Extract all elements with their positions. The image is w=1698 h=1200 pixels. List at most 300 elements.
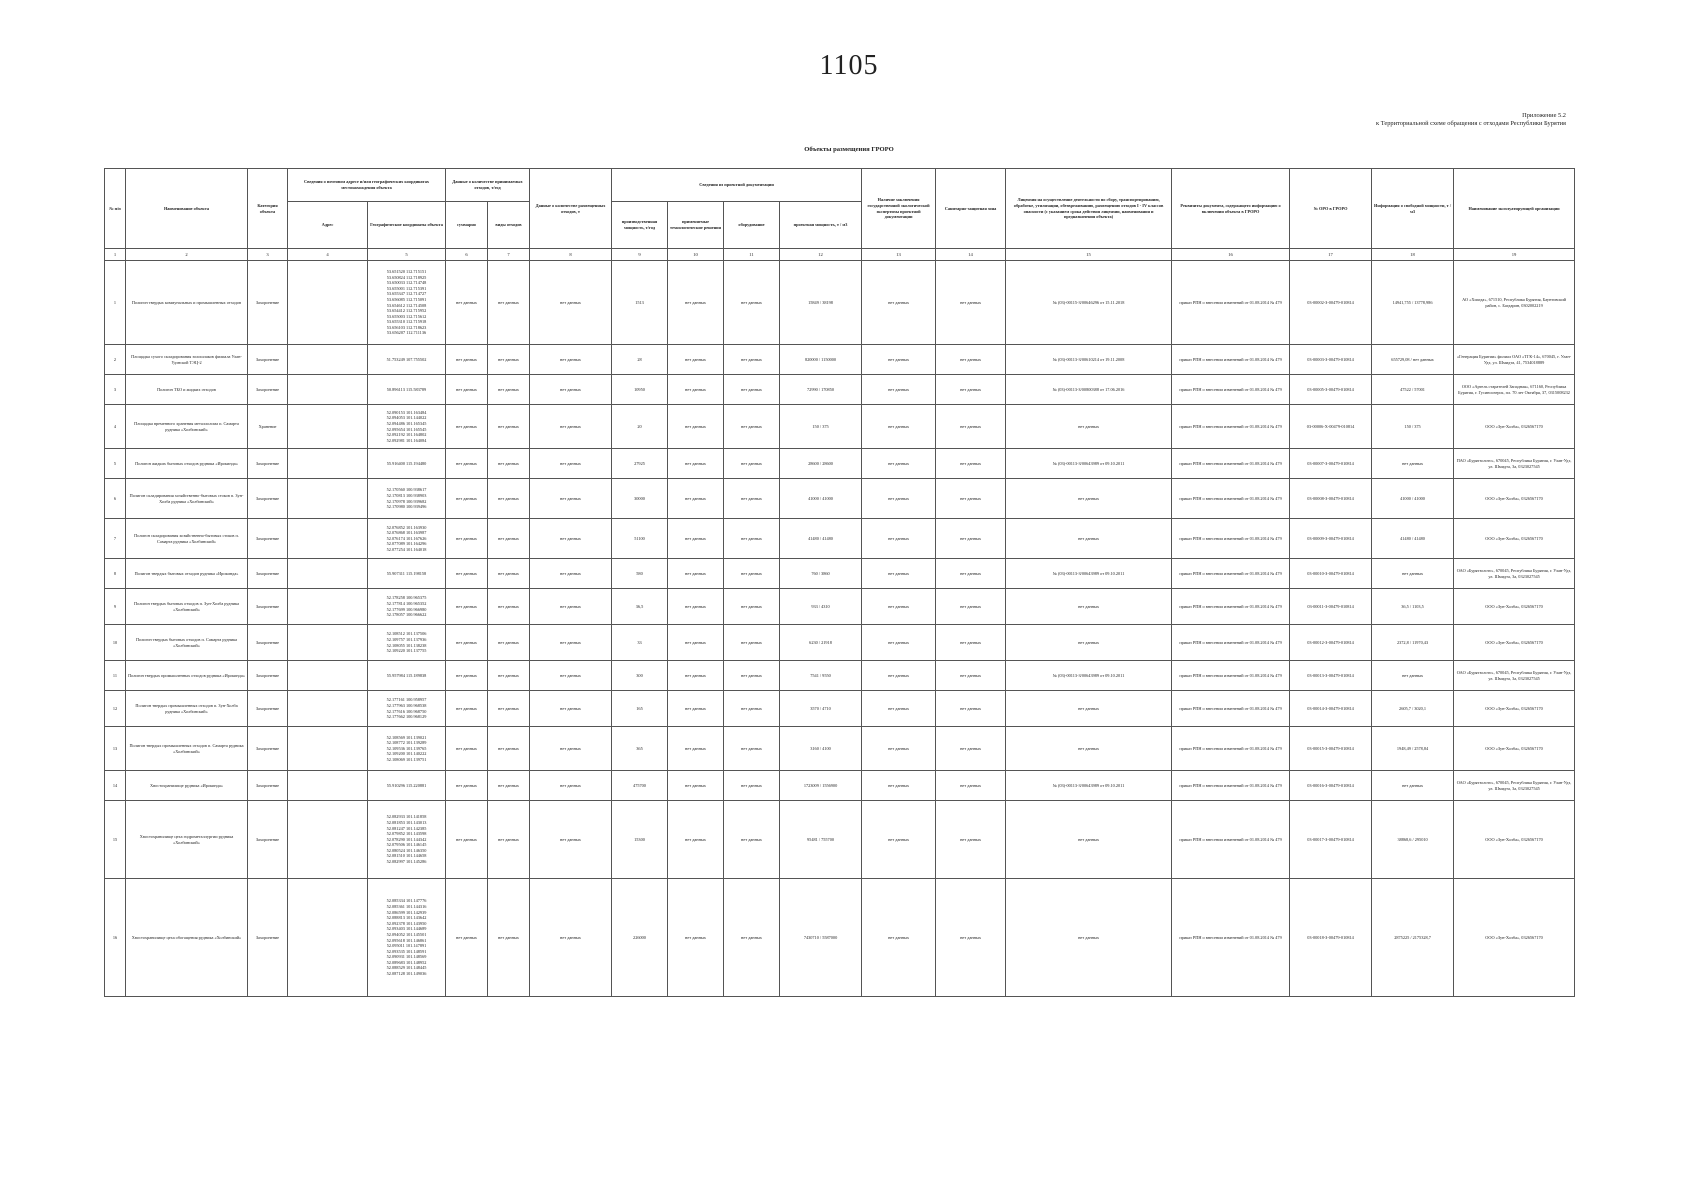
expertise-conclusion: нет данных (862, 261, 936, 345)
object-category: Захоронение (248, 879, 288, 997)
header-location-group: Сведения о почтовом адресе и/или географических координатах местонахождения объекта (288, 169, 446, 202)
object-category: Захоронение (248, 661, 288, 691)
header-project-capacity: проектная мощность, т / м3 (780, 202, 862, 249)
operator-name: ПАО «Бурятзолото», 670045, Республика Бурятия, г. Улан-Удэ, ул. Шмидта, 3а, 0323027545 (1454, 449, 1575, 479)
column-number-row (105, 249, 1575, 261)
sanitary-zone: нет данных (936, 519, 1006, 559)
object-category: Захоронение (248, 519, 288, 559)
header-equipment: оборудование (724, 202, 780, 249)
groro-number: 03-00007-З-00479-010814 (1290, 449, 1372, 479)
object-address (288, 625, 368, 661)
groro-number: 03-00010-З-00479-010814 (1290, 559, 1372, 589)
geo-coordinates: 52.082933 101.141858 52.081853 101.143013 52.081247 101.142385 52.079852 101.143598 52.078290 101.144342 52.079506 101.146145 52.080524 101.146350 52.081510 101.144658 52.082997 101.145286 (368, 801, 446, 879)
geo-coordinates: 53.651520 112.715151 53.650824 112.718925 53.650033 112.714748 53.655001 112.715391 53.655347 112.714727 53.656085 112.715091 53.654612 112.714508 53.654412 112.715952 53.655003 112.715612 53.655310 112.715918 53.656103 112.718623 53.656207 112.711136 (368, 261, 446, 345)
tech-solutions: нет данных (668, 589, 724, 625)
object-name: Полигон твердых промышленных отходов п. Самарта рудника «Холбинский» (126, 727, 248, 771)
object-address (288, 589, 368, 625)
free-capacity: 36,5 / 1103,5 (1372, 589, 1454, 625)
accepted-total: нет данных (446, 449, 488, 479)
object-category: Захоронение (248, 801, 288, 879)
operator-name: ОАО «Бурятзолото», 670045, Республика Бурятия, г. Улан-Удэ, ул. Шмидта, 3а, 0323027545 (1454, 661, 1575, 691)
free-capacity: 655729,08 / нет данных (1372, 345, 1454, 375)
equipment: нет данных (724, 691, 780, 727)
production-capacity: 15300 (612, 801, 668, 879)
equipment: нет данных (724, 589, 780, 625)
production-capacity: 475700 (612, 771, 668, 801)
groro-basis-doc: приказ РПН о внесении изменений от 01.08.2014 № 479 (1172, 559, 1290, 589)
expertise-conclusion: нет данных (862, 479, 936, 519)
sanitary-zone: нет данных (936, 691, 1006, 727)
free-capacity: нет данных (1372, 559, 1454, 589)
groro-number: 03-00005-З-00479-010814 (1290, 375, 1372, 405)
appendix-line-2: к Территориальной схеме обращения с отходами Республики Бурятия (1376, 120, 1566, 127)
sanitary-zone: нет данных (936, 589, 1006, 625)
column-number: 9 (612, 249, 668, 261)
groro-basis-doc: приказ РПН о внесении изменений от 01.08.2014 № 479 (1172, 375, 1290, 405)
project-capacity: 15849 / 38198 (780, 261, 862, 345)
row-number: 9 (105, 589, 126, 625)
object-name: Площадка сухого складирования золошлаков филиала Улан-Удэнской ТЭЦ-2 (126, 345, 248, 375)
placed-amount: нет данных (530, 661, 612, 691)
equipment: нет данных (724, 625, 780, 661)
accepted-by-type: нет данных (488, 771, 530, 801)
free-capacity: нет данных (1372, 449, 1454, 479)
groro-number: 03-00015-З-00479-010814 (1290, 727, 1372, 771)
free-capacity: 38868,6 / 295010 (1372, 801, 1454, 879)
placed-amount: нет данных (530, 375, 612, 405)
accepted-by-type: нет данных (488, 559, 530, 589)
object-address (288, 405, 368, 449)
license-info: № (03)-00113-З/00643989 от 09.10.2011 (1006, 449, 1172, 479)
accepted-by-type: нет данных (488, 375, 530, 405)
accepted-by-type: нет данных (488, 345, 530, 375)
accepted-total: нет данных (446, 771, 488, 801)
sanitary-zone: нет данных (936, 261, 1006, 345)
header-basis: Реквизиты документа, содержащего информацию о включении объекта в ГРОРО (1172, 169, 1290, 249)
header-name: Наименование объекта (126, 169, 248, 249)
production-capacity: 1513 (612, 261, 668, 345)
object-name: Полигон твердых промышленных отходов рудника «Ирокинда» (126, 661, 248, 691)
expertise-conclusion: нет данных (862, 625, 936, 661)
tech-solutions: нет данных (668, 559, 724, 589)
accepted-by-type: нет данных (488, 479, 530, 519)
production-capacity: 36,5 (612, 589, 668, 625)
operator-name: ОАО «Бурятзолото», 670045, Республика Бурятия, г. Улан-Удэ, ул. Шмидта, 3а, 0323027545 (1454, 771, 1575, 801)
sanitary-zone: нет данных (936, 375, 1006, 405)
license-info: нет данных (1006, 691, 1172, 727)
groro-basis-doc: приказ РПН о внесении изменений от 01.08.2014 № 479 (1172, 345, 1290, 375)
equipment: нет данных (724, 449, 780, 479)
geo-coordinates: 55.910296 115.220881 (368, 771, 446, 801)
groro-basis-doc: приказ РПН о внесении изменений от 01.08.2014 № 479 (1172, 479, 1290, 519)
equipment: нет данных (724, 661, 780, 691)
column-number: 3 (248, 249, 288, 261)
object-category: Хранение (248, 405, 288, 449)
groro-basis-doc: приказ РПН о внесении изменений от 01.08.2014 № 479 (1172, 589, 1290, 625)
operator-name: ОАО «Бурятзолото», 670045, Республика Бурятия, г. Улан-Удэ, ул. Шмидта, 3а, 0323027545 (1454, 559, 1575, 589)
table-row (105, 559, 1575, 589)
placed-amount: нет данных (530, 801, 612, 879)
object-address (288, 519, 368, 559)
operator-name: ООО «Зун-Холба», 0326567170 (1454, 589, 1575, 625)
table-body (105, 249, 1575, 997)
row-number: 14 (105, 771, 126, 801)
object-category: Захоронение (248, 771, 288, 801)
object-category: Захоронение (248, 727, 288, 771)
operator-name: «Генерация Бурятии» филиал ОАО «ТГК-14», 670045, г. Улан-Удэ, ул. Шмидта, 41, 7534018889 (1454, 345, 1575, 375)
object-name: Полигон твердых бытовых отходов п. Зун-Холба рудника «Холбинский» (126, 589, 248, 625)
license-info: нет данных (1006, 405, 1172, 449)
header-free-capacity: Информация о свободной мощности, т / м3 (1372, 169, 1454, 249)
placed-amount: нет данных (530, 727, 612, 771)
object-name: Полигон ТБО и жидких отходов (126, 375, 248, 405)
tech-solutions: нет данных (668, 661, 724, 691)
expertise-conclusion: нет данных (862, 589, 936, 625)
project-capacity: 1723009 / 1556900 (780, 771, 862, 801)
row-number: 13 (105, 727, 126, 771)
placed-amount: нет данных (530, 345, 612, 375)
object-name: Хвостохранилище цеха гидрометаллургии рудника «Холбинский» (126, 801, 248, 879)
table-row (105, 771, 1575, 801)
row-number: 11 (105, 661, 126, 691)
object-address (288, 879, 368, 997)
production-capacity: 28 (612, 345, 668, 375)
groro-basis-doc: приказ РПН о внесении изменений от 01.08.2014 № 479 (1172, 691, 1290, 727)
project-capacity: 72990 / 170850 (780, 375, 862, 405)
free-capacity: 2875225 / 2175328,7 (1372, 879, 1454, 997)
project-capacity: 933 / 4310 (780, 589, 862, 625)
column-number: 10 (668, 249, 724, 261)
table-row (105, 625, 1575, 661)
equipment: нет данных (724, 771, 780, 801)
license-info: нет данных (1006, 519, 1172, 559)
sanitary-zone: нет данных (936, 405, 1006, 449)
groro-basis-doc: приказ РПН о внесении изменений от 01.08.2014 № 479 (1172, 261, 1290, 345)
object-category: Захоронение (248, 691, 288, 727)
groro-number: 03-00016-З-00479-010814 (1290, 771, 1372, 801)
object-category: Захоронение (248, 589, 288, 625)
groro-basis-doc: приказ РПН о внесении изменений от 01.08.2014 № 479 (1172, 519, 1290, 559)
accepted-total: нет данных (446, 625, 488, 661)
tech-solutions: нет данных (668, 727, 724, 771)
placed-amount: нет данных (530, 691, 612, 727)
table-row (105, 449, 1575, 479)
tech-solutions: нет данных (668, 519, 724, 559)
table-row (105, 405, 1575, 449)
expertise-conclusion: нет данных (862, 691, 936, 727)
license-info: нет данных (1006, 625, 1172, 661)
expertise-conclusion: нет данных (862, 375, 936, 405)
header-num: № п/п (105, 169, 126, 249)
free-capacity: 2605,7 / 3020,1 (1372, 691, 1454, 727)
header-by-type: виды отходов (488, 202, 530, 249)
license-info: № (03)-00115-З/00646296 от 15.11.2018 (1006, 261, 1172, 345)
groro-number: 03-00011-З-00479-010814 (1290, 589, 1372, 625)
operator-name: ООО «Зун-Холба», 0326567170 (1454, 801, 1575, 879)
placed-amount: нет данных (530, 479, 612, 519)
accepted-by-type: нет данных (488, 519, 530, 559)
sanitary-zone: нет данных (936, 661, 1006, 691)
equipment: нет данных (724, 375, 780, 405)
geo-coordinates: 52.178258 100.965375 52.177814 100.965352 52.177699 100.966980 52.178057 100.966622 (368, 589, 446, 625)
placed-amount: нет данных (530, 771, 612, 801)
sanitary-zone: нет данных (936, 449, 1006, 479)
column-number: 2 (126, 249, 248, 261)
table-row (105, 261, 1575, 345)
appendix-line-1: Приложение 5.2 (1522, 112, 1566, 119)
accepted-total: нет данных (446, 661, 488, 691)
accepted-by-type: нет данных (488, 727, 530, 771)
placed-amount: нет данных (530, 261, 612, 345)
header-sanitary: Санитарно-защитная зона (936, 169, 1006, 249)
equipment: нет данных (724, 559, 780, 589)
object-address (288, 261, 368, 345)
expertise-conclusion: нет данных (862, 345, 936, 375)
free-capacity: 2372,8 / 11970,43 (1372, 625, 1454, 661)
equipment: нет данных (724, 479, 780, 519)
object-name: Полигон твердых промышленных отходов п. Зун-Холба рудника «Холбинский» (126, 691, 248, 727)
row-number: 2 (105, 345, 126, 375)
license-info: нет данных (1006, 879, 1172, 997)
column-number: 17 (1290, 249, 1372, 261)
sanitary-zone: нет данных (936, 727, 1006, 771)
accepted-by-type: нет данных (488, 261, 530, 345)
accepted-by-type: нет данных (488, 801, 530, 879)
operator-name: ООО «Зун-Холба», 0326567170 (1454, 727, 1575, 771)
column-number: 5 (368, 249, 446, 261)
operator-name: ООО «Артель старателей Западная», 671160, Республика Бурятия, г. Гусиноозерск, пл. 70 лет Октября, 37, 0315008232 (1454, 375, 1575, 405)
object-address (288, 479, 368, 519)
groro-number: 03-00009-З-00479-010814 (1290, 519, 1372, 559)
free-capacity: 150 / 375 (1372, 405, 1454, 449)
object-address (288, 661, 368, 691)
sanitary-zone: нет данных (936, 345, 1006, 375)
license-info: № (03)-00113-З/00610214 от 19.11.2008 (1006, 345, 1172, 375)
object-name: Полигон складирования хозяйственно-бытовых стоков п. Зун-Холба рудника «Холбинский» (126, 479, 248, 519)
accepted-by-type: нет данных (488, 449, 530, 479)
tech-solutions: нет данных (668, 261, 724, 345)
project-capacity: 41480 / 41480 (780, 519, 862, 559)
header-geo: Географические координаты объекта (368, 202, 446, 249)
table-row (105, 801, 1575, 879)
project-capacity: 760 / 3860 (780, 559, 862, 589)
table-row (105, 589, 1575, 625)
groro-basis-doc: приказ РПН о внесении изменений от 01.08.2014 № 479 (1172, 771, 1290, 801)
project-capacity: 3570 / 4710 (780, 691, 862, 727)
operator-name: ООО «Зун-Холба», 0326567170 (1454, 625, 1575, 661)
object-name: Хвостохранилище рудника «Ирокинда» (126, 771, 248, 801)
free-capacity: 47522 / 57001 (1372, 375, 1454, 405)
project-capacity: 820000 / 1150000 (780, 345, 862, 375)
production-capacity: 226000 (612, 879, 668, 997)
groro-basis-doc: приказ РПН о внесении изменений от 01.08.2014 № 479 (1172, 727, 1290, 771)
accepted-by-type: нет данных (488, 625, 530, 661)
object-address (288, 375, 368, 405)
accepted-total: нет данных (446, 405, 488, 449)
groro-basis-doc: приказ РПН о внесении изменений от 01.08.2014 № 479 (1172, 625, 1290, 661)
header-capacity-year: производственная мощность, т/год (612, 202, 668, 249)
groro-basis-doc: приказ РПН о внесении изменений от 01.08.2014 № 479 (1172, 449, 1290, 479)
header-address: Адрес (288, 202, 368, 249)
production-capacity: 300 (612, 661, 668, 691)
geo-coordinates: 55.916400 115.194480 (368, 449, 446, 479)
header-operator: Наименование эксплуатирующей организации (1454, 169, 1575, 249)
license-info: нет данных (1006, 801, 1172, 879)
license-info: № (03)-00113-З/00643989 от 09.10.2011 (1006, 771, 1172, 801)
expertise-conclusion: нет данных (862, 449, 936, 479)
project-capacity: 6230 / 21918 (780, 625, 862, 661)
equipment: нет данных (724, 345, 780, 375)
production-capacity: 33 (612, 625, 668, 661)
column-number: 13 (862, 249, 936, 261)
table-row (105, 479, 1575, 519)
groro-number: 03-00013-З-00479-010814 (1290, 661, 1372, 691)
object-address (288, 345, 368, 375)
column-number: 18 (1372, 249, 1454, 261)
row-number: 3 (105, 375, 126, 405)
tech-solutions: нет данных (668, 625, 724, 661)
expertise-conclusion: нет данных (862, 405, 936, 449)
column-number: 12 (780, 249, 862, 261)
equipment: нет данных (724, 405, 780, 449)
object-address (288, 449, 368, 479)
groro-basis-doc: приказ РПН о внесении изменений от 01.08.2014 № 479 (1172, 405, 1290, 449)
header-total: суммарно (446, 202, 488, 249)
table-header (105, 169, 1575, 249)
expertise-conclusion: нет данных (862, 801, 936, 879)
groro-number: 03-00003-З-00479-010814 (1290, 345, 1372, 375)
production-capacity: 30000 (612, 479, 668, 519)
placed-amount: нет данных (530, 625, 612, 661)
object-category: Захоронение (248, 345, 288, 375)
sanitary-zone: нет данных (936, 479, 1006, 519)
project-capacity: 7541 / 9550 (780, 661, 862, 691)
geo-coordinates: 52.085334 101.147776 52.085361 101.144316 52.086599 101.142939 52.088813 101.143642 52.092378 101.143950 52.093403 101.144689 52.094052 101.145501 52.095618 101.146861 52.095011 101.147891 52.093535 101.148591 52.090931 101.148569 52.089683 101.148952 52.088529 101.148445 52.087128 101.149036 (368, 879, 446, 997)
operator-name: ООО «Зун-Холба», 0326567170 (1454, 405, 1575, 449)
expertise-conclusion: нет данных (862, 661, 936, 691)
table-row (105, 727, 1575, 771)
object-category: Захоронение (248, 375, 288, 405)
tech-solutions: нет данных (668, 691, 724, 727)
accepted-by-type: нет данных (488, 661, 530, 691)
table-row (105, 691, 1575, 727)
placed-amount: нет данных (530, 589, 612, 625)
object-address (288, 771, 368, 801)
object-address (288, 691, 368, 727)
appendix-caption (1376, 112, 1566, 128)
row-number: 8 (105, 559, 126, 589)
geo-coordinates: 52.108569 101.139021 52.108772 101.139289 52.109536 101.139765 52.109200 101.140222 52.108069 101.139751 (368, 727, 446, 771)
table-row (105, 375, 1575, 405)
project-capacity: 7430710 / 5587000 (780, 879, 862, 997)
production-capacity: 365 (612, 727, 668, 771)
header-category: Категория объекта (248, 169, 288, 249)
column-number: 6 (446, 249, 488, 261)
accepted-total: нет данных (446, 801, 488, 879)
row-number: 10 (105, 625, 126, 661)
tech-solutions: нет данных (668, 345, 724, 375)
accepted-total: нет данных (446, 589, 488, 625)
accepted-total: нет данных (446, 479, 488, 519)
license-info: нет данных (1006, 727, 1172, 771)
row-number: 5 (105, 449, 126, 479)
table-row (105, 661, 1575, 691)
license-info: № (03)-00113-З/00643989 от 09.10.2011 (1006, 559, 1172, 589)
expertise-conclusion: нет данных (862, 879, 936, 997)
tech-solutions: нет данных (668, 801, 724, 879)
placed-amount: нет данных (530, 405, 612, 449)
production-capacity: 165 (612, 691, 668, 727)
row-number: 1 (105, 261, 126, 345)
production-capacity: 580 (612, 559, 668, 589)
project-capacity: 41000 / 41000 (780, 479, 862, 519)
object-name: Хвостохранилище цеха обогащения рудника «Холбинский» (126, 879, 248, 997)
geo-coordinates: 55.957984 115.189838 (368, 661, 446, 691)
groro-basis-doc: приказ РПН о внесении изменений от 01.08.2014 № 479 (1172, 879, 1290, 997)
license-info: нет данных (1006, 479, 1172, 519)
geo-coordinates: 52.108512 101.137506 52.109757 101.137936 52.108055 101.138238 52.109220 101.137755 (368, 625, 446, 661)
production-capacity: 27925 (612, 449, 668, 479)
geo-coordinates: 52.170560 100.938617 52.170813 100.938903 52.170978 100.939682 52.170980 100.939496 (368, 479, 446, 519)
tech-solutions: нет данных (668, 479, 724, 519)
groro-number: 03-00008-З-00479-010814 (1290, 479, 1372, 519)
row-number: 6 (105, 479, 126, 519)
equipment: нет данных (724, 261, 780, 345)
expertise-conclusion: нет данных (862, 519, 936, 559)
object-address (288, 801, 368, 879)
row-number: 12 (105, 691, 126, 727)
equipment: нет данных (724, 879, 780, 997)
placed-amount: нет данных (530, 449, 612, 479)
production-capacity: 20 (612, 405, 668, 449)
geo-coordinates: 51.753249 107.755502 (368, 345, 446, 375)
header-placed: Данные о количестве размещенных отходов, т (530, 169, 612, 249)
object-address (288, 559, 368, 589)
free-capacity: 14941,755 / 13778,986 (1372, 261, 1454, 345)
tech-solutions: нет данных (668, 771, 724, 801)
object-name: Полигон складирования хозяйственно-бытовых стоков п. Самарта рудника «Холбинский» (126, 519, 248, 559)
operator-name: АО «Хиагда», 671510, Республика Бурятия, Баунтовский район, с. Багдарин, 0302002219 (1454, 261, 1575, 345)
header-tech-solutions: применяемые технологические решения (668, 202, 724, 249)
geo-coordinates: 52.177161 100.958957 52.177963 100.968538 52.177616 100.968750 52.177662 100.968129 (368, 691, 446, 727)
document-title: Объекты размещения ГРОРО (804, 146, 894, 153)
column-number: 19 (1454, 249, 1575, 261)
accepted-by-type: нет данных (488, 405, 530, 449)
geo-coordinates: 52.090153 101.163484 52.094053 101.144022 52.094486 101.165345 52.095654 101.165545 52.092192 101.164802 52.092981 101.164084 (368, 405, 446, 449)
sanitary-zone: нет данных (936, 771, 1006, 801)
free-capacity: 41480 / 41480 (1372, 519, 1454, 559)
table-row (105, 519, 1575, 559)
column-number: 1 (105, 249, 126, 261)
object-name: Полигон твердых коммунальных и промышленных отходов (126, 261, 248, 345)
groro-objects-table (104, 168, 1575, 997)
license-info: нет данных (1006, 589, 1172, 625)
header-waste-group: Данные о количестве принимаемых отходов, т/год (446, 169, 530, 202)
placed-amount: нет данных (530, 879, 612, 997)
placed-amount: нет данных (530, 559, 612, 589)
groro-basis-doc: приказ РПН о внесении изменений от 01.08.2014 № 479 (1172, 801, 1290, 879)
tech-solutions: нет данных (668, 449, 724, 479)
expertise-conclusion: нет данных (862, 727, 936, 771)
column-number: 16 (1172, 249, 1290, 261)
accepted-total: нет данных (446, 375, 488, 405)
license-info: № (03)-00113-З/00643989 от 09.10.2011 (1006, 661, 1172, 691)
expertise-conclusion: нет данных (862, 771, 936, 801)
operator-name: ООО «Зун-Холба», 0326567170 (1454, 879, 1575, 997)
row-number: 16 (105, 879, 126, 997)
column-number: 8 (530, 249, 612, 261)
column-number: 4 (288, 249, 368, 261)
